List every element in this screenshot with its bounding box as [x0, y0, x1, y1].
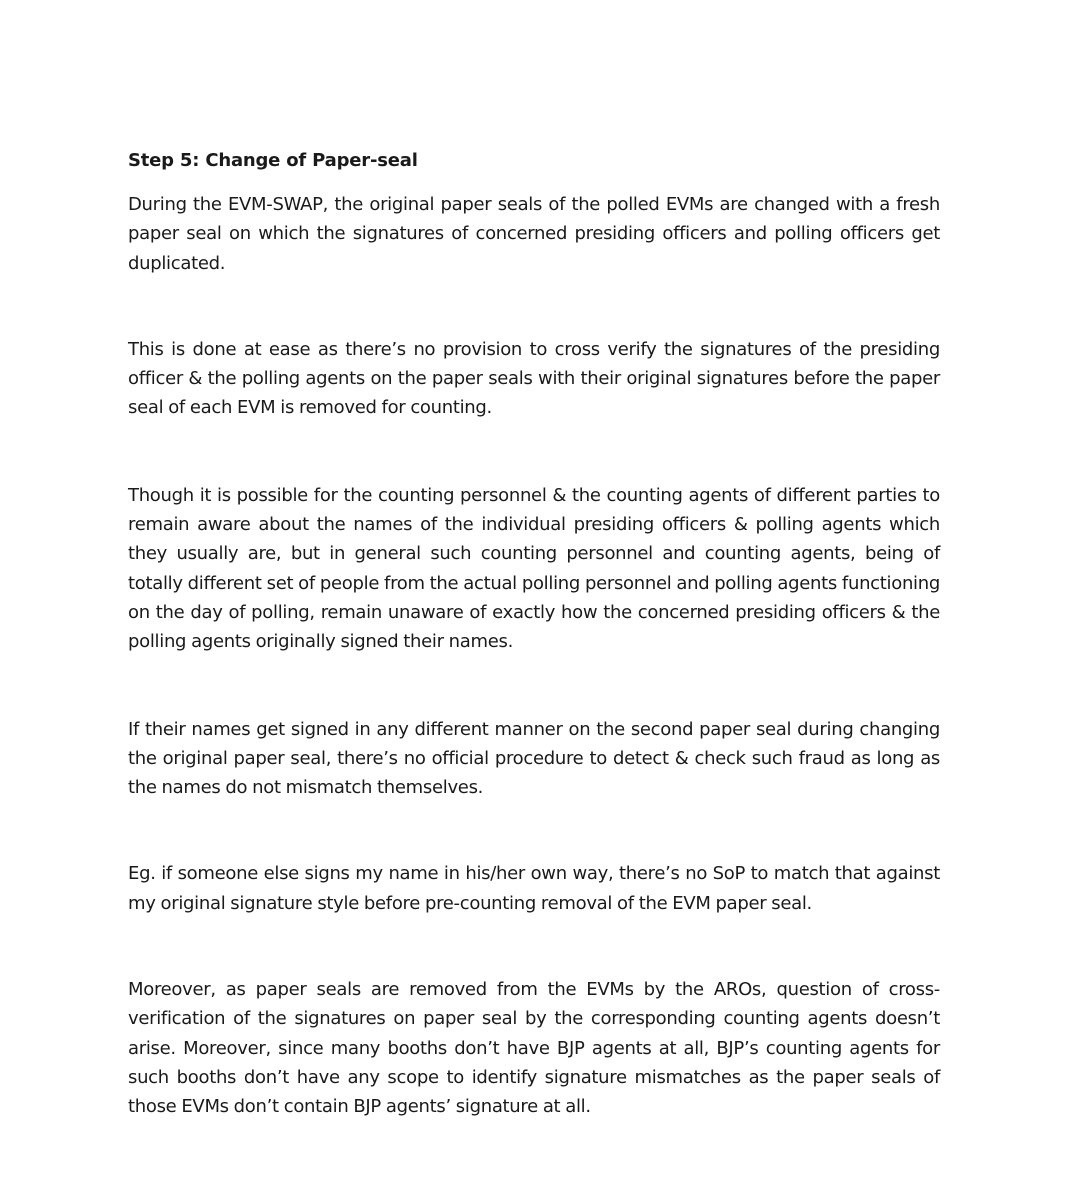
paragraph-counting-personnel: Though it is possible for the counting personnel & the counting agents of different parties to remain aware about the names of the individual presiding officers & polling agents which they usually are, but in general such counting personnel and counting agents, being of totally different set of people from the actual polling personnel and polling agents functioning on the day of polling, remain unaware of exactly how the concerned presiding officers & the polling agents originally signed their names. [128, 484, 940, 653]
paragraph-different-manner: If their names get signed in any different manner on the second paper seal during changing the original paper seal, there’s no official procedure to detect & check such fraud as long as the names do not mismatch themselves. [128, 718, 940, 799]
section-heading: Step 5: Change of Paper-seal [128, 150, 418, 171]
document-body [128, 148, 940, 1122]
paragraph-aros: Moreover, as paper seals are removed from the EVMs by the AROs, question of cross-verification of the signatures on paper seal by the corresponding counting agents doesn’t arise. Moreover, since many booths don’t have BJP agents at all, BJP’s counting agents for such booths don’t have any scope to identify signature mismatches as the paper seals of those EVMs don’t contain BJP agents’ signature at all. [128, 979, 940, 1118]
paragraph-evm-swap: During the EVM-SWAP, the original paper seals of the polled EVMs are changed with a fresh paper seal on which the signatures of concerned presiding officers and polling officers get duplicated. [128, 194, 940, 274]
paragraph-no-verification: This is done at ease as there’s no provision to cross verify the signatures of the presiding officer & the polling agents on the paper seals with their original signatures before the paper seal of each EVM is removed for counting. [128, 338, 940, 419]
paragraph-example: Eg. if someone else signs my name in his/her own way, there’s no SoP to match that against my original signature style before pre-counting removal of the EVM paper seal. [128, 863, 940, 914]
